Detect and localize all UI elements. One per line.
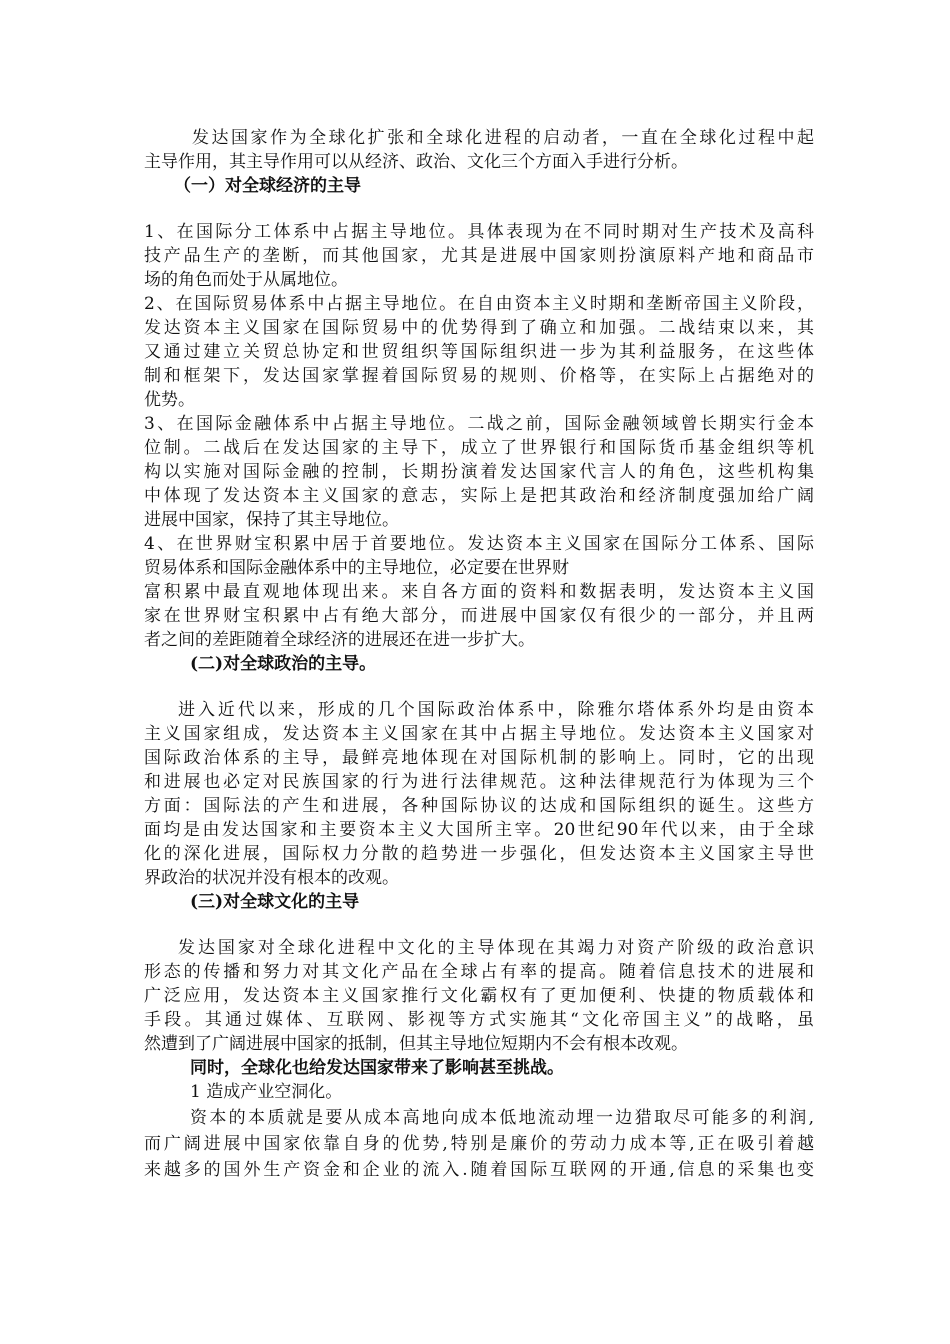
culture-paragraph-line-1: 发达国家对全球化进程中文化的主导体现在其竭力对资产阶级的政治意识 — [178, 938, 814, 958]
intro-paragraph-line-1: 发达国家作为全球化扩张和全球化进程的启动者，一直在全球化过程中起 — [192, 128, 814, 148]
intro-paragraph-line-2: 主导作用，其主导作用可以从经济、政治、文化三个方面入手进行分析。 — [144, 152, 688, 172]
politics-paragraph-line-6: 面均是由发达国家和主要资本主义大国所主宰。20世纪90年代以来，由于全球 — [144, 820, 814, 840]
challenge-paragraph-line-2: 而广阔进展中国家依靠自身的优势,特别是廉价的劳动力成本等,正在吸引着越 — [144, 1134, 814, 1154]
economy-point-4-line-4: 家在世界财宝积累中占有绝大部分，而进展中国家仅有很少的一部分，并且两 — [144, 606, 814, 626]
economy-point-3-line-1: 3、在国际金融体系中占据主导地位。二战之前，国际金融领域曾长期实行金本 — [144, 414, 814, 434]
culture-paragraph-line-2: 形态的传播和努力对其文化产品在全球占有率的提高。随着信息技术的进展和 — [144, 962, 814, 982]
economy-point-2-line-2: 发达资本主义国家在国际贸易中的优势得到了确立和加强。二战结束以来，其 — [144, 318, 814, 338]
economy-point-4-line-3: 富积累中最直观地体现出来。来自各方面的资料和数据表明，发达资本主义国 — [144, 582, 814, 602]
economy-point-3-line-3: 构以实施对国际金融的控制，长期扮演着发达国家代言人的角色，这些机构集 — [144, 462, 814, 482]
economy-point-1-line-1: 1、在国际分工体系中占据主导地位。具体表现为在不同时期对生产技术及高科 — [144, 222, 814, 242]
section-heading-politics: (二)对全球政治的主导。 — [190, 654, 377, 674]
economy-point-2-line-1: 2、在国际贸易体系中占据主导地位。在自由资本主义时期和垄断帝国主义阶段， — [144, 294, 814, 314]
economy-point-2-line-4: 制和框架下，发达国家掌握着国际贸易的规则、价格等，在实际上占据绝对的 — [144, 366, 814, 386]
section-heading-culture: (三)对全球文化的主导 — [190, 892, 360, 912]
economy-point-2-line-5: 优势。 — [144, 390, 195, 410]
economy-point-4-line-5: 者之间的差距随着全球经济的进展还在进一步扩大。 — [144, 630, 535, 650]
economy-point-4-line-1: 4、在世界财宝积累中居于首要地位。发达资本主义国家在国际分工体系、国际 — [144, 534, 814, 554]
politics-paragraph-line-4: 和进展也必定对民族国家的行为进行法律规范。这种法律规范行为体现为三个 — [144, 772, 814, 792]
culture-paragraph-line-4: 手段。其通过媒体、互联网、影视等方式实施其“文化帝国主义”的战略，虽 — [144, 1010, 814, 1030]
culture-paragraph-line-3: 广泛应用，发达资本主义国家推行文化霸权有了更加便利、快捷的物质载体和 — [144, 986, 814, 1006]
politics-paragraph-line-7: 化的深化进展，国际权力分散的趋势进一步强化，但发达资本主义国家主导世 — [144, 844, 814, 864]
culture-paragraph-line-5: 然遭到了广阔进展中国家的抵制，但其主导地位短期内不会有根本改观。 — [144, 1034, 688, 1054]
challenge-paragraph-line-3: 来越多的国外生产资金和企业的流入.随着国际互联网的开通,信息的采集也变 — [144, 1160, 814, 1180]
politics-paragraph-line-2: 主义国家组成，发达资本主义国家在其中占据主导地位。发达资本主义国家对 — [144, 724, 814, 744]
section-heading-economy: （一）对全球经济的主导 — [174, 176, 361, 196]
politics-paragraph-line-1: 进入近代以来，形成的几个国际政治体系中，除雅尔塔体系外均是由资本 — [178, 700, 814, 720]
politics-paragraph-line-3: 国际政治体系的主导，最鲜亮地体现在对国际机制的影响上。同时，它的出现 — [144, 748, 814, 768]
economy-point-3-line-5: 进展中国家，保持了其主导地位。 — [144, 510, 399, 530]
economy-point-1-line-2: 技产品生产的垄断，而其他国家，尤其是进展中国家则扮演原料产地和商品市 — [144, 246, 814, 266]
politics-paragraph-line-5: 方面：国际法的产生和进展，各种国际协议的达成和国际组织的诞生。这些方 — [144, 796, 814, 816]
section-heading-challenges: 同时，全球化也给发达国家带来了影响甚至挑战。 — [190, 1058, 564, 1078]
challenge-paragraph-line-1: 资本的本质就是要从成本高地向成本低地流动埋一边猎取尽可能多的利润, — [190, 1108, 814, 1128]
challenge-item-1-title: 1 造成产业空洞化。 — [190, 1082, 343, 1102]
economy-point-2-line-3: 又通过建立关贸总协定和世贸组织等国际组织进一步为其利益服务，在这些体 — [144, 342, 814, 362]
economy-point-3-line-2: 位制。二战后在发达国家的主导下，成立了世界银行和国际货币基金组织等机 — [144, 438, 814, 458]
economy-point-3-line-4: 中体现了发达资本主义国家的意志，实际上是把其政治和经济制度强加给广阔 — [144, 486, 814, 506]
economy-point-4-line-2: 贸易体系和国际金融体系中的主导地位，必定要在世界财 — [144, 558, 569, 578]
politics-paragraph-line-8: 界政治的状况并没有根本的改观。 — [144, 868, 399, 888]
economy-point-1-line-3: 场的角色而处于从属地位。 — [144, 270, 348, 290]
